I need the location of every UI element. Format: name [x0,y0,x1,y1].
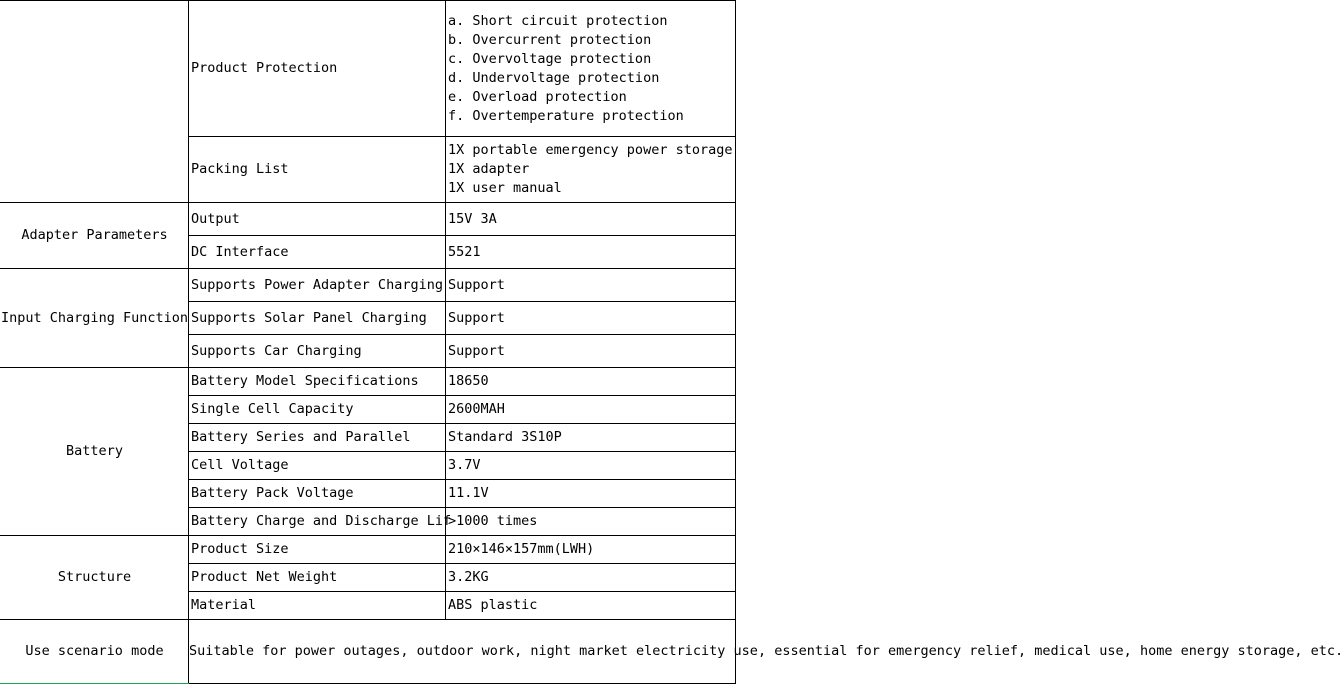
group-label-battery: Battery [1,368,189,536]
protection-item: d. Undervoltage protection [448,69,660,86]
group-label-input-charging: Input Charging Function [1,269,189,368]
spec-row [1,269,736,302]
group-cell-blank [1,1,189,203]
param-label: Material [189,592,446,620]
param-label: Single Cell Capacity [189,396,446,424]
value-cell: Support [446,269,736,302]
spec-row [1,203,736,236]
packing-item: 1X user manual [448,180,562,196]
param-label: Battery Series and Parallel [189,424,446,452]
param-label: Supports Power Adapter Charging [189,269,446,302]
value-cell [446,137,736,203]
value-cell: 18650 [446,368,736,396]
param-label: Product Protection [189,1,446,137]
protection-item: a. Short circuit protection [448,12,668,29]
spec-row [1,368,736,396]
param-label: Cell Voltage [189,452,446,480]
value-cell: 5521 [446,236,736,269]
group-label-adapter: Adapter Parameters [1,203,189,269]
protection-item: b. Overcurrent protection [448,31,652,48]
usage-description: Suitable for power outages, outdoor work, night market electricity use, essential for emergency relief, medical use, home energy storage, etc. [189,620,736,684]
value-cell: 3.7V [446,452,736,480]
value-cell: 15V 3A [446,203,736,236]
param-label: Supports Car Charging [189,335,446,368]
param-label: Battery Charge and Discharge Lif [189,508,446,536]
spec-row-usage [1,620,736,684]
value-cell: 11.1V [446,480,736,508]
param-label: Supports Solar Panel Charging [189,302,446,335]
value-cell: 2600MAH [446,396,736,424]
value-cell: Standard 3S10P [446,424,736,452]
protection-item: c. Overvoltage protection [448,50,652,67]
spec-row-product-protection [1,1,736,137]
packing-item: 1X portable emergency power storage [448,142,733,158]
packing-item: 1X adapter [448,161,530,177]
value-cell [446,1,736,137]
param-label: DC Interface [189,236,446,269]
param-label: Packing List [189,137,446,203]
protection-item: f. Overtemperature protection [448,107,684,124]
param-label: Product Size [189,536,446,564]
param-label: Battery Model Specifications [189,368,446,396]
protection-item: e. Overload protection [448,88,627,105]
value-cell: Support [446,302,736,335]
param-label: Product Net Weight [189,564,446,592]
value-cell: 210×146×157mm(LWH) [446,536,736,564]
value-cell: >1000 times [446,508,736,536]
spec-row [1,536,736,564]
param-label: Output [189,203,446,236]
value-cell: Support [446,335,736,368]
value-cell: ABS plastic [446,592,736,620]
param-label: Battery Pack Voltage [189,480,446,508]
group-label-structure: Structure [1,536,189,620]
value-cell: 3.2KG [446,564,736,592]
group-label-usage: Use scenario mode [1,620,189,684]
